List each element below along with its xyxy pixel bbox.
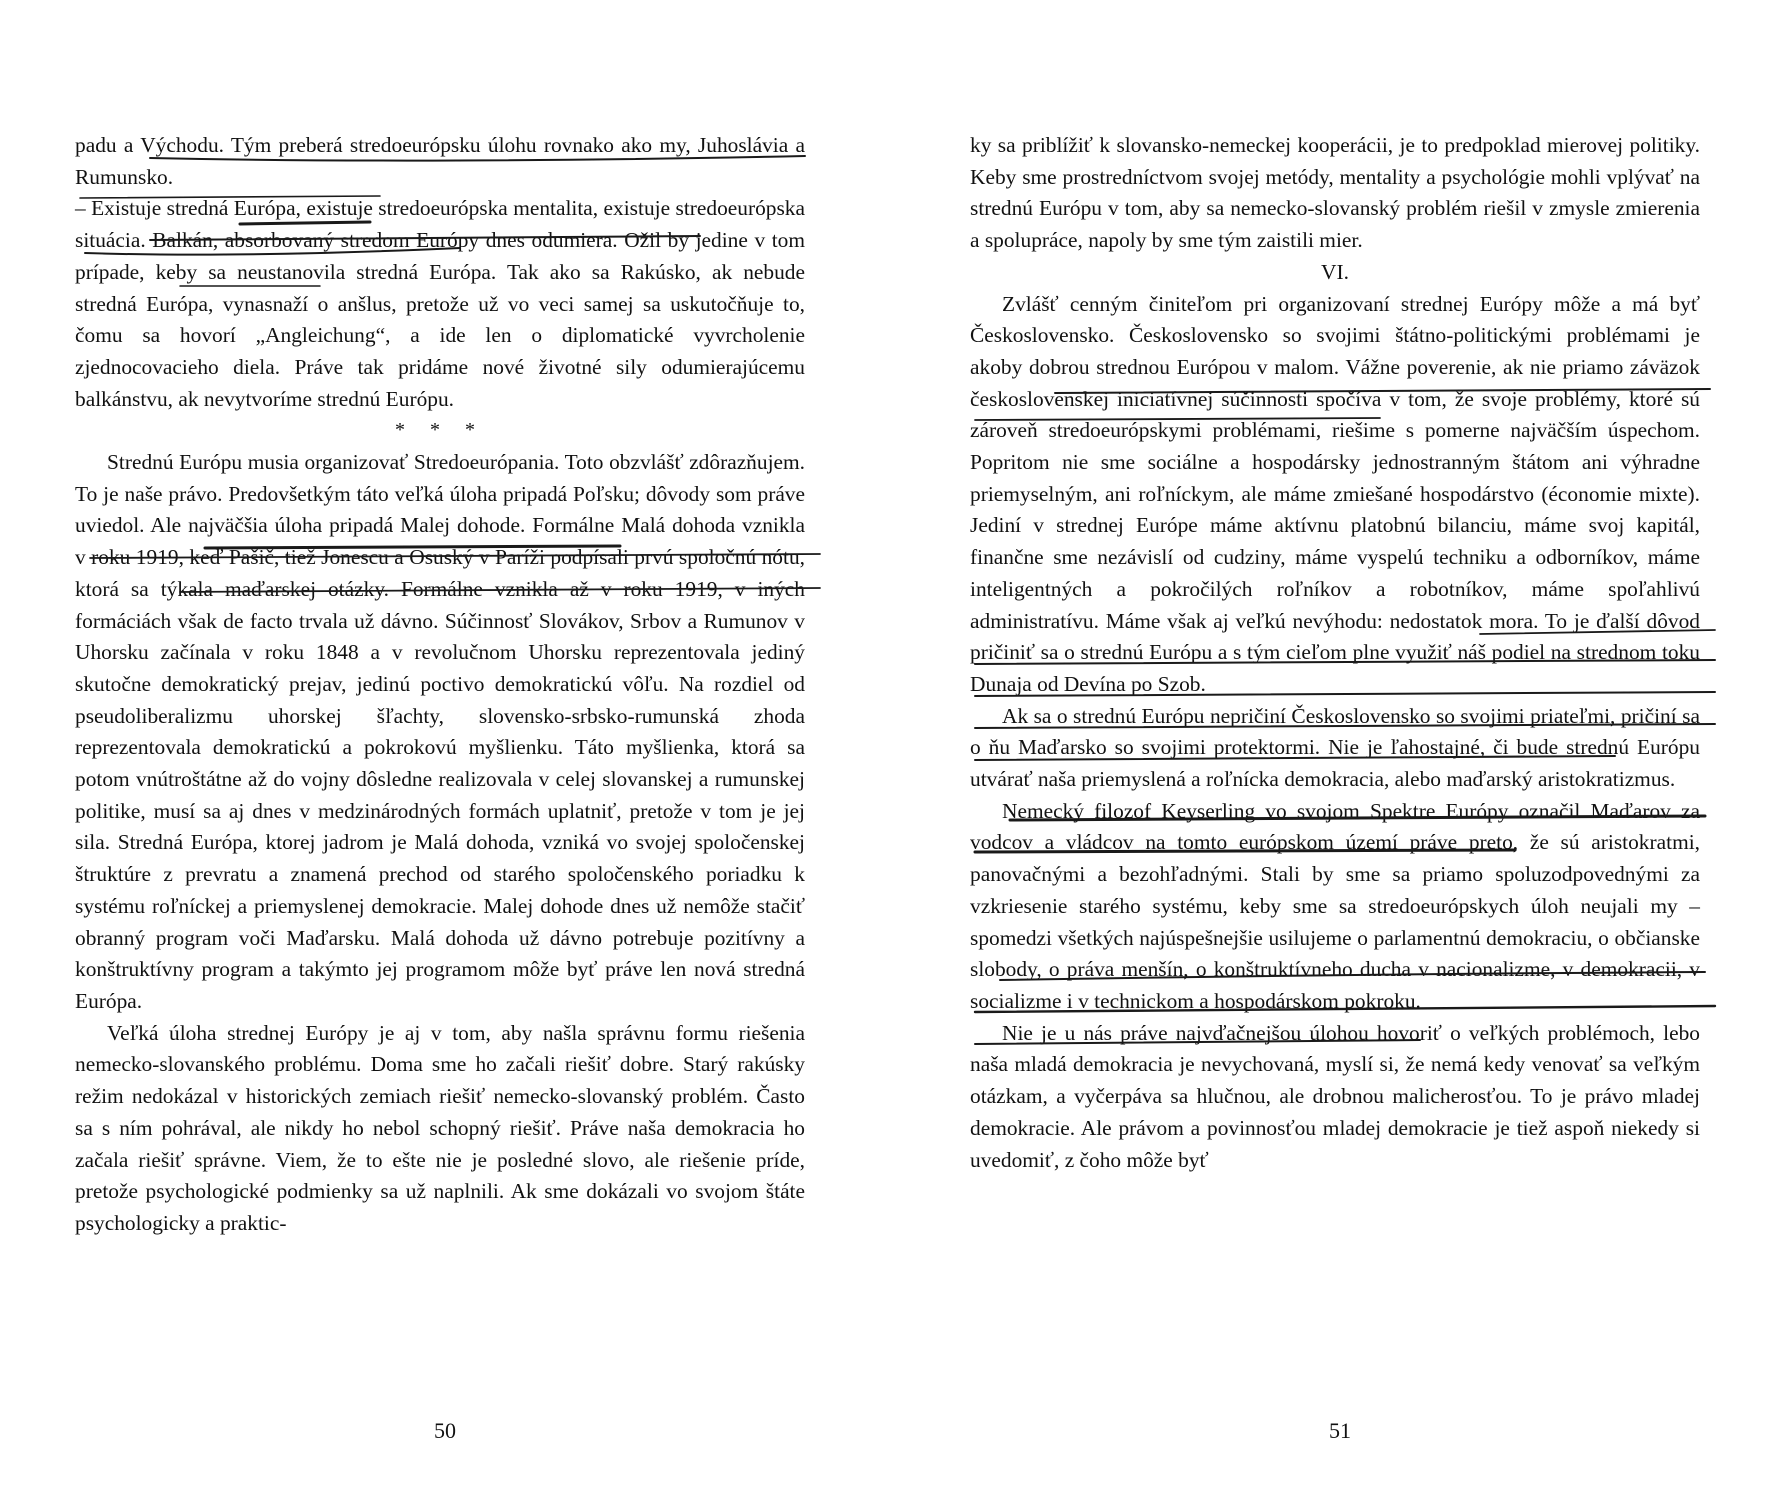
paragraph: – Existuje stredná Európa, existuje stredoeurópska mentalita, existuje stredoeurópska situácia. Balkán, absorbovaný stredom Európy dnes odumiera. Ožil by jedine v tom prípade, keby sa neustanovila stredná Európa. Tak ako sa Rakúsko, ak nebude stredná Európa, vynasnaží o anšlus, pretože už vo veci samej sa uskutočňuje to, čomu sa hovorí „Angleichung“, a ide len o diplomatické vyvrcholenie zjednocovacieho diela. Práve tak pridáme nové životné sily odumierajúcemu balkánstvu, ak nevytvoríme strednú Európu. [75,196,805,411]
paragraph: Nemecký filozof Keyserling vo svojom Spektre Európy označil Maďarov za vodcov a vládcov na tomto európskom území práve preto, že sú aristokratmi, panovačnými a bezohľadnými. Stali by sme sa priamo spoluzodpovednými za vzkriesenie starého systému, keby sme sa stredoeurópskych úloh neujali my – spomedzi všetkých najúspešnejšie usilujeme o parlamentnú demokraciu, o občianske slobody, o práva menšín, o konštruktívneho ducha v nacionalizme, v demokracii, v socializme i v technickom a hospodárskom pokroku. [970,798,1700,1013]
page-number-right: 51 [1329,1418,1351,1443]
right-page [970,130,1700,1176]
paragraph: padu a Východu. Tým preberá stredoeurópsku úlohu rovnako ako my, Juhoslávia a Rumunsko. [75,133,805,189]
paragraph: Strednú Európu musia organizovať Stredoeurópania. Toto obzvlášť zdôrazňujem. To je naše právo. Predovšetkým táto veľká úloha pripadá Poľsku; dôvody som práve uviedol. Ale najväčšia úloha pripadá Malej dohode. Formálne Malá dohoda vznikla v roku 1919, keď Pašič, tiež Jonescu a Osuský v Paríži podpísali prvú spoločnú nótu, ktorá sa týkala maďarskej otázky. Formálne vznikla až v roku 1919, v iných formáciách však de facto trvala už dávno. Súčinnosť Slovákov, Srbov a Rumunov v Uhorsku začínala v roku 1848 a v revolučnom Uhorsku reprezentovala jediný skutočne demokratický prejav, jedinú poctivo demokratickú vôľu. Na rozdiel od pseudoliberalizmu uhorskej šľachty, slovensko-srbsko-rumunská zhoda reprezentovala demokratickú a pokrokovú myšlienku. Táto myšlienka, ktorá sa potom vnútroštátne až do vojny dôsledne realizovala v celej slovanskej a rumunskej politike, musí sa aj dnes v medzinárodných formách uplatniť, pretože v tom je jej sila. Stredná Európa, ktorej jadrom je Malá dohoda, vzniká vo svojej spoločenskej štruktúre z prevratu a znamená prechod od starého spoločenského poriadku k systému roľníckej a priemyslenej demokracie. Malej dohode dnes už nemôže stačiť obranný program voči Maďarsku. Malá dohoda už dávno potrebuje pozitívny a konštruktívny program a takýmto jej programom môže byť práve len nová stredná Európa. [75,450,805,1013]
paragraph: Veľká úloha strednej Európy je aj v tom, aby našla správnu formu riešenia nemecko-slovanského problému. Doma sme ho začali riešiť dobre. Starý rakúsky režim nedokázal v historických zemiach riešiť nemecko-slovanský problém. Často sa s ním pohrával, ale nikdy ho nebol schopný riešiť. Práve naša demokracia ho začala riešiť správne. Viem, že to ešte nie je posledné slovo, ale riešenie príde, pretože psychologické podmienky sa už naplnili. Ak sme dokázali vo svojom štáte psychologicky a praktic- [75,1020,805,1235]
paragraph: Ak sa o strednú Európu nepričiní Československo so svojimi priateľmi, pričiní sa o ňu Maďarsko so svojimi protektormi. Nie je ľahostajné, či bude strednú Európu utvárať naša priemyslená a roľnícka demokracia, alebo maďarský aristokratizmus. [970,703,1700,792]
left-page [75,130,805,1240]
paragraph: Zvlášť cenným činiteľom pri organizovaní strednej Európy môže a má byť Československo. Československo so svojimi štátno-politickými problémami je akoby dobrou strednou Európou v malom. Vážne poverenie, ak nie priamo záväzok československej iniciatívnej súčinnosti spočíva v tom, že svoje problémy, ktoré sú zároveň stredoeurópskymi problémami, riešime s pomerne najväčším úspechom. Popritom nie sme sociálne a hospodársky jednostranným štátom ani výhradne priemyselným, ani roľníckym, ale máme zmiešané hospodárstvo (économie mixte). Jediní v strednej Európe máme aktívnu platobnú bilanciu, máme svoj kapitál, finančne sme nezávislí od cudziny, máme vyspelú techniku a odborníkov, máme inteligentných a pokročilých roľníkov a robotníkov, máme spoľahlivú administratívu. Máme však aj veľkú nevýhodu: nedostatok mora. To je ďalší dôvod pričiniť sa o strednú Európu a s tým cieľom plne využiť náš podiel na strednom toku Dunaja od Devína po Szob. [970,291,1700,696]
section-separator: * * * [395,419,485,442]
page-number-left: 50 [434,1418,456,1443]
paragraph: Nie je u nás práve najvďačnejšou úlohou hovoriť o veľkých problémoch, lebo naša mladá demokracia je nevychovaná, myslí si, že nemá kedy venovať sa veľkým otázkam, a vyčerpáva sa hlučnou, ale drobnou malicherosťou. To je právo mladej demokracie. Ale právom a povinnosťou mladej demokracie je tiež aspoň niekedy si uvedomiť, z čoho môže byť [970,1020,1700,1172]
paragraph: ky sa priblížiť k slovansko-nemeckej kooperácii, je to predpoklad mierovej politiky. Keby sme prostredníctvom svojej metódy, mentality a psychológie mohli vplývať na strednú Európu v tom, aby sa nemecko-slovanský problém riešil v zmysle zmierenia a spolupráce, napoly by sme tým zaistili mier. [970,133,1700,253]
chapter-heading: VI. [1321,259,1349,284]
